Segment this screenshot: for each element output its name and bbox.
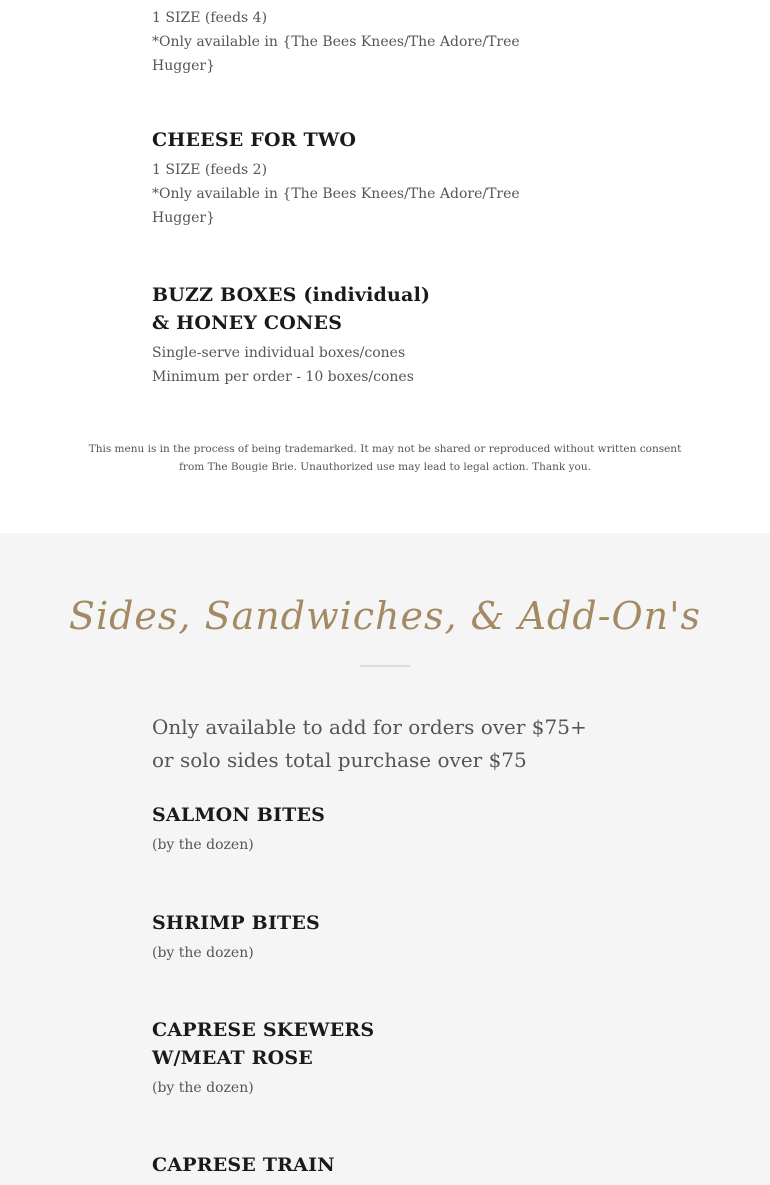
item-title: SALMON BITES [152,804,326,826]
item-title: SHRIMP BITES [152,912,320,934]
section-intro: Only available to add for orders over $75+ or solo sides total purchase over $75 [152,715,587,772]
item-title: BUZZ BOXES (individual) & HONEY CONES [152,284,431,334]
item-desc: (by the dozen) [152,1080,254,1096]
item-title: CHEESE FOR TWO [152,129,357,151]
item-title: CAPRESE SKEWERS W/MEAT ROSE [152,1019,375,1069]
menu-item-feeds-4 [152,6,532,78]
item-availability-line: *Only available in {The Bees Knees/The Adore/Tree Hugger} [152,186,520,226]
menu-item-cheese-for-two [152,126,532,230]
item-serving-line: Single-serve individual boxes/cones [152,345,406,361]
section-divider [360,665,410,667]
menu-item-caprese-train [152,1151,532,1179]
trademark-disclaimer: This menu is in the process of being trademarked. It may not be shared or reproduced without written consent from The Bougie Brie. Unauthorized use may lead to legal action. Thank you. [88,443,682,473]
item-desc: (by the dozen) [152,945,254,961]
menu-item-caprese-skewers [152,1016,532,1100]
item-size-line: 1 SIZE (feeds 2) [152,162,268,178]
menu-item-buzz-boxes [152,281,532,389]
menu-item-salmon-bites [152,801,532,857]
item-title: CAPRESE TRAIN [152,1154,335,1176]
sides-section [0,533,770,1185]
item-minimum-line: Minimum per order - 10 boxes/cones [152,369,414,385]
menu-item-shrimp-bites [152,909,532,965]
section-heading: Sides, Sandwiches, & Add-On's [68,594,702,638]
item-desc: (by the dozen) [152,837,254,853]
item-availability-line: *Only available in {The Bees Knees/The Adore/Tree Hugger} [152,34,520,74]
menu-section-top [0,0,770,533]
item-size-line: 1 SIZE (feeds 4) [152,10,268,26]
